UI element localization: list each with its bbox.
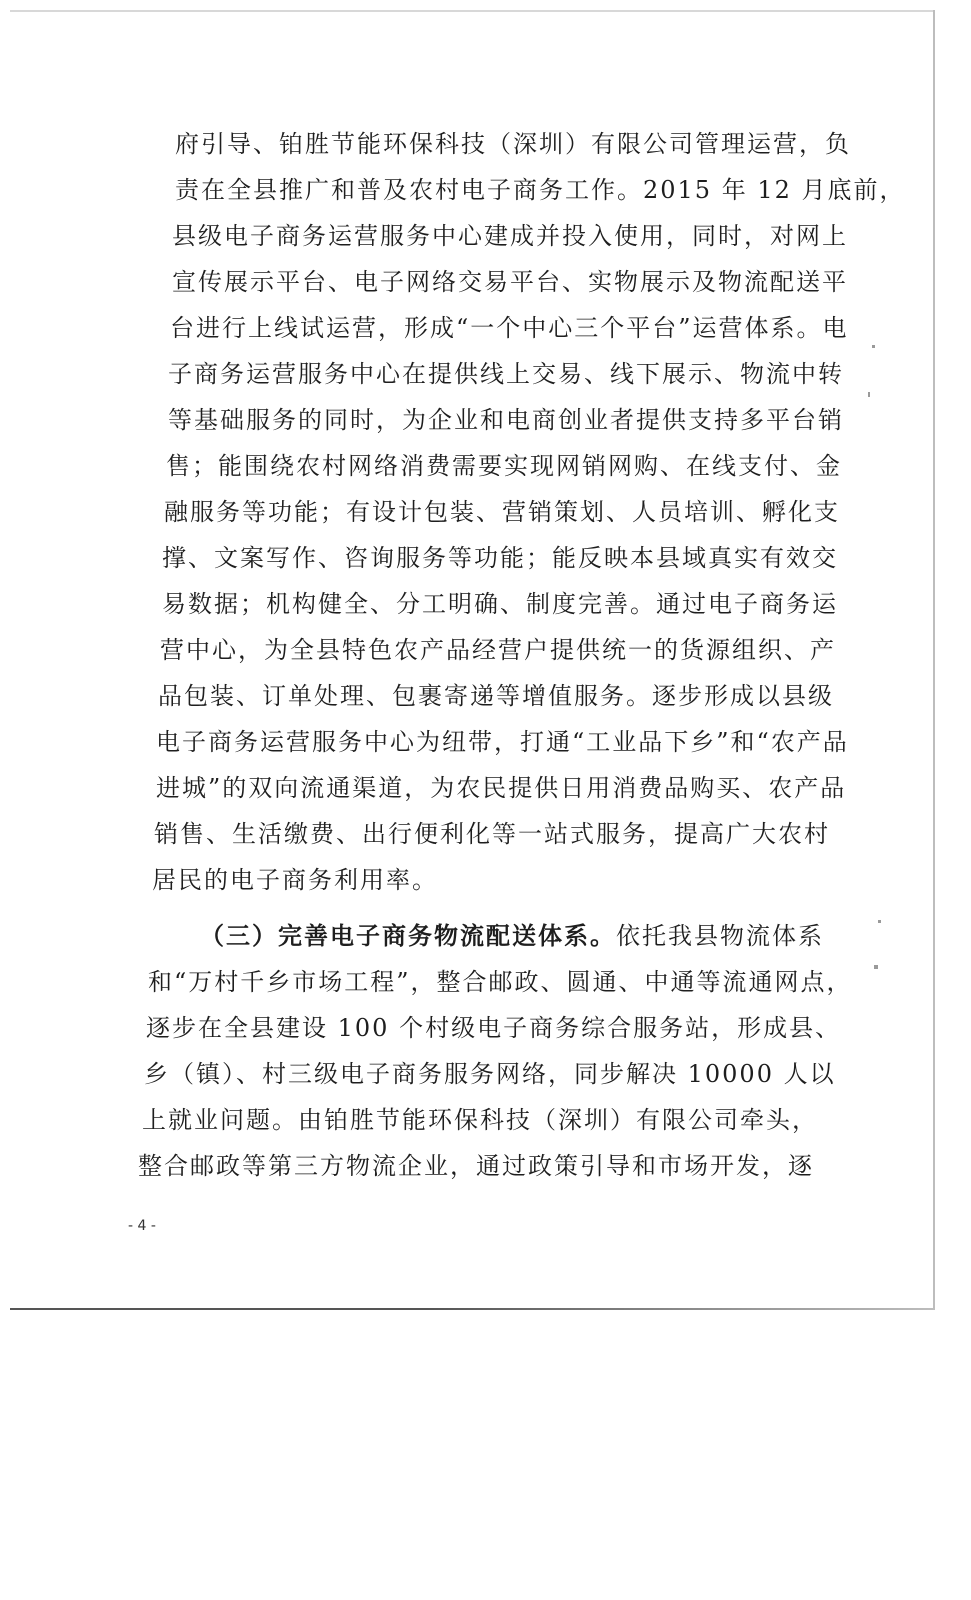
body-line: 融服务等功能；有设计包装、营销策划、人员培训、孵化支: [164, 498, 840, 526]
body-line: 撑、文案写作、咨询服务等功能；能反映本县域真实有效交: [162, 544, 838, 572]
scan-speck: [874, 965, 878, 969]
body-line: 乡（镇）、村三级电子商务服务网络，同步解决 10000 人以: [144, 1060, 836, 1088]
body-line: 府引导、铂胜节能环保科技（深圳）有限公司管理运营，负: [175, 130, 851, 158]
body-line: 子商务运营服务中心在提供线上交易、线下展示、物流中转: [168, 360, 844, 388]
scan-edge-bottom: [10, 1308, 935, 1310]
scan-speck: [878, 920, 881, 923]
body-line: 售；能围绕农村网络消费需要实现网销网购、在线支付、金: [166, 452, 842, 480]
section-heading-line: [200, 920, 824, 952]
scan-edge-right: [933, 10, 935, 1310]
scan-speck: [868, 392, 870, 397]
body-line: 和“万村千乡市场工程”，整合邮政、圆通、中通等流通网点，: [148, 968, 853, 996]
body-line: 台进行上线试运营，形成“一个中心三个平台”运营体系。电: [170, 314, 849, 342]
body-line: 居民的电子商务利用率。: [152, 866, 438, 894]
body-line: 进城”的双向流通渠道，为农民提供日用消费品购买、农产品: [156, 774, 847, 802]
body-line: 销售、生活缴费、出行便利化等一站式服务，提高广大农村: [154, 820, 830, 848]
body-line: 营中心，为全县特色农产品经营户提供统一的货源组织、产: [160, 636, 836, 664]
scan-speck: [872, 345, 875, 348]
body-line: 宣传展示平台、电子网络交易平台、实物展示及物流配送平: [172, 268, 848, 296]
body-line: 等基础服务的同时，为企业和电商创业者提供支持多平台销: [168, 406, 844, 434]
scan-edge-top: [10, 10, 935, 12]
body-line: 县级电子商务运营服务中心建成并投入使用，同时，对网上: [172, 222, 848, 250]
page-number: - 4 -: [128, 1218, 156, 1234]
body-line: 责在全县推广和普及农村电子商务工作。2015 年 12 月底前，: [175, 176, 906, 204]
body-line: 电子商务运营服务中心为纽带，打通“工业品下乡”和“农产品: [156, 728, 849, 756]
body-line: 易数据；机构健全、分工明确、制度完善。通过电子商务运: [162, 590, 838, 618]
body-line: 品包装、订单处理、包裹寄递等增值服务。逐步形成以县级: [158, 682, 834, 710]
section-heading: （三）完善电子商务物流配送体系。: [200, 921, 616, 950]
body-line: 整合邮政等第三方物流企业，通过政策引导和市场开发，逐: [138, 1152, 814, 1180]
body-line: 上就业问题。由铂胜节能环保科技（深圳）有限公司牵头，: [142, 1106, 818, 1134]
section-heading-continuation: 依托我县物流体系: [616, 922, 824, 950]
body-line: 逐步在全县建设 100 个村级电子商务综合服务站，形成县、: [146, 1014, 842, 1042]
